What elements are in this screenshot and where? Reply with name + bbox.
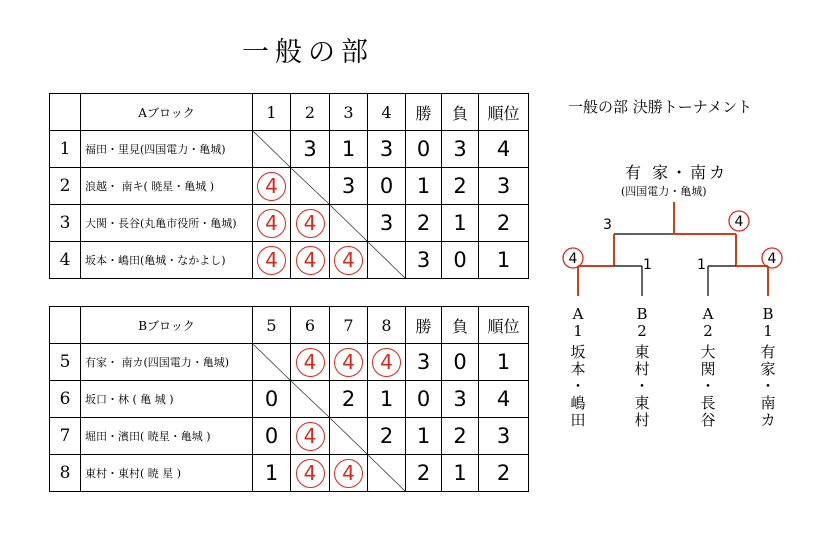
- entrant-name: 東 村 ・ 東 村: [634, 343, 650, 429]
- wins-count: 2: [406, 205, 442, 242]
- losses-count: 3: [442, 381, 479, 418]
- self-match-cell: [291, 168, 330, 205]
- score-value: 1: [379, 387, 394, 411]
- entrant-b1: [758, 306, 778, 429]
- match-score: [253, 205, 291, 242]
- table-row: [50, 131, 529, 168]
- semi-score-left-bottom: 1: [643, 257, 652, 273]
- table-row: [50, 205, 529, 242]
- block-b-table: [49, 306, 529, 492]
- winning-score: 4: [257, 209, 286, 238]
- final-score-left: 3: [603, 217, 612, 233]
- winning-score: 4: [372, 348, 401, 377]
- score-value: 3: [341, 174, 356, 198]
- match-score: [368, 418, 406, 455]
- match-score: [368, 344, 406, 381]
- block-name: Aブロック: [81, 94, 253, 131]
- winning-score: 4: [334, 459, 363, 488]
- rank-value: 1: [479, 344, 529, 381]
- match-score: [291, 242, 330, 279]
- score-value: 3: [303, 137, 317, 161]
- match-score: [368, 205, 406, 242]
- rank-value: 3: [479, 168, 529, 205]
- entrant-name: 坂 本 ・ 嶋 田: [570, 343, 586, 429]
- match-score: [330, 344, 368, 381]
- final-score-right: 4: [734, 214, 744, 230]
- team-name: 有家・ 南カ(四国電力・亀城): [81, 344, 253, 381]
- score-value: 3: [379, 211, 394, 235]
- match-score: [330, 242, 368, 279]
- match-score: [291, 418, 330, 455]
- losses-count: 0: [442, 344, 479, 381]
- header-row: [50, 94, 529, 131]
- score-value: 0: [379, 174, 394, 198]
- entrant-seed: A 1: [572, 305, 584, 340]
- match-score: [330, 168, 368, 205]
- rank-value: 1: [479, 242, 529, 279]
- wins-count: 2: [406, 455, 442, 492]
- final-title: 一般の部 決勝トーナメント: [568, 98, 753, 116]
- match-score: [291, 131, 330, 168]
- match-score: [253, 381, 291, 418]
- winning-score: 4: [296, 459, 325, 488]
- rank-value: 4: [479, 381, 529, 418]
- score-value: 2: [341, 387, 356, 411]
- self-match-cell: [368, 455, 406, 492]
- match-score: [368, 168, 406, 205]
- table-row: [50, 455, 529, 492]
- match-score: [253, 242, 291, 279]
- page-title: 一般の部: [242, 37, 374, 68]
- rank-value: 4: [479, 131, 529, 168]
- row-number: 5: [50, 344, 81, 381]
- match-score: [291, 455, 330, 492]
- table-row: [50, 168, 529, 205]
- row-number: 6: [50, 381, 81, 418]
- entrant-b2: [632, 306, 652, 429]
- winning-score: 4: [296, 209, 325, 238]
- winning-score: 4: [296, 246, 325, 275]
- row-number: 4: [50, 242, 81, 279]
- semi-score-right-bottom: 1: [697, 257, 706, 273]
- wins-count: 0: [406, 131, 442, 168]
- row-number: 2: [50, 168, 81, 205]
- header-row: [50, 307, 529, 344]
- team-name: 福田・里見(四国電力・亀城): [81, 131, 253, 168]
- match-score: [368, 131, 406, 168]
- wins-header: 勝: [406, 307, 442, 344]
- rank-value: 3: [479, 418, 529, 455]
- match-score: [330, 381, 368, 418]
- winning-score: 4: [334, 246, 363, 275]
- self-match-cell: [368, 242, 406, 279]
- wins-header: 勝: [406, 94, 442, 131]
- team-name: 坂口・林 ( 亀 城 ): [81, 381, 253, 418]
- winning-score: 4: [296, 348, 325, 377]
- col-header: 8: [368, 307, 406, 344]
- losses-count: 1: [442, 205, 479, 242]
- entrant-a1: [568, 306, 588, 429]
- wins-count: 1: [406, 418, 442, 455]
- winning-score: 4: [257, 246, 286, 275]
- wins-count: 3: [406, 242, 442, 279]
- champion-name: 有 家・南カ: [625, 163, 729, 182]
- losses-header: 負: [442, 307, 479, 344]
- losses-count: 2: [442, 168, 479, 205]
- match-score: [253, 418, 291, 455]
- winning-score: 4: [334, 348, 363, 377]
- match-score: [253, 455, 291, 492]
- self-match-cell: [330, 205, 368, 242]
- col-header: 1: [253, 94, 291, 131]
- losses-header: 負: [442, 94, 479, 131]
- col-header: 7: [330, 307, 368, 344]
- team-name: 大関・長谷(丸亀市役所・亀城): [81, 205, 253, 242]
- block-name: Bブロック: [81, 307, 253, 344]
- semi-score-left-top: 4: [568, 251, 578, 267]
- losses-count: 0: [442, 242, 479, 279]
- wins-count: 1: [406, 168, 442, 205]
- rank-value: 2: [479, 205, 529, 242]
- entrant-seed: B 1: [762, 305, 774, 340]
- entrant-a2: [698, 306, 718, 429]
- table-row: [50, 418, 529, 455]
- row-number: 3: [50, 205, 81, 242]
- rank-value: 2: [479, 455, 529, 492]
- entrant-name: 大 関 ・ 長 谷: [700, 343, 716, 429]
- self-match-cell: [253, 131, 291, 168]
- team-name: 堀田・濱田( 暁星・亀城 ): [81, 418, 253, 455]
- match-score: [330, 455, 368, 492]
- col-header: 3: [330, 94, 368, 131]
- score-value: 0: [264, 387, 279, 411]
- wins-count: 0: [406, 381, 442, 418]
- row-number: 1: [50, 131, 81, 168]
- rank-header: 順位: [479, 94, 529, 131]
- match-score: [368, 381, 406, 418]
- block-a-table: [49, 93, 529, 279]
- losses-count: 2: [442, 418, 479, 455]
- score-value: 1: [264, 461, 279, 485]
- col-header: 5: [253, 307, 291, 344]
- table-row: [50, 344, 529, 381]
- self-match-cell: [253, 344, 291, 381]
- losses-count: 1: [442, 455, 479, 492]
- entrant-name: 有 家 ・ 南 カ: [760, 343, 776, 429]
- team-name: 浪越・ 南キ( 暁星・亀城 ): [81, 168, 253, 205]
- score-value: 3: [379, 137, 394, 161]
- team-name: 坂本・嶋田(亀城・なかよし): [81, 242, 253, 279]
- score-value: 2: [379, 424, 394, 448]
- wins-count: 3: [406, 344, 442, 381]
- table-row: [50, 381, 529, 418]
- col-header: 2: [291, 94, 330, 131]
- semi-score-right-top: 4: [767, 251, 777, 267]
- score-value: 1: [341, 137, 356, 161]
- match-score: [253, 168, 291, 205]
- winning-score: 4: [296, 422, 325, 451]
- self-match-cell: [330, 418, 368, 455]
- entrant-seed: B 2: [636, 305, 648, 340]
- champion-team: (四国電力・亀城): [621, 185, 707, 198]
- match-score: [330, 131, 368, 168]
- col-header: 6: [291, 307, 330, 344]
- row-number: 8: [50, 455, 81, 492]
- match-score: [291, 205, 330, 242]
- tournament-bracket: [556, 200, 796, 300]
- winning-score: 4: [257, 172, 286, 201]
- score-value: 0: [264, 424, 279, 448]
- col-header: 4: [368, 94, 406, 131]
- entrant-seed: A 2: [702, 305, 714, 340]
- table-row: [50, 242, 529, 279]
- self-match-cell: [291, 381, 330, 418]
- losses-count: 3: [442, 131, 479, 168]
- row-number: 7: [50, 418, 81, 455]
- team-name: 東村・東村( 暁 星 ): [81, 455, 253, 492]
- match-score: [291, 344, 330, 381]
- rank-header: 順位: [479, 307, 529, 344]
